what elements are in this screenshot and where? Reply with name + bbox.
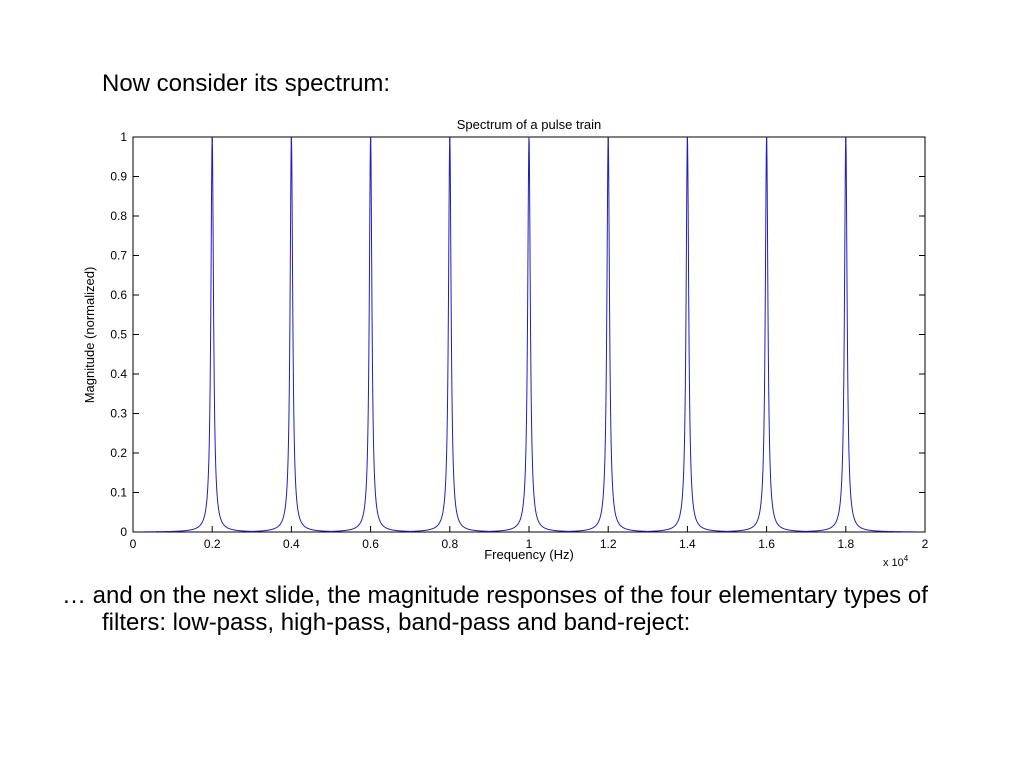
plot-area — [133, 137, 925, 532]
bullet-marker: … — [62, 582, 86, 609]
x-tick-label: 0.4 — [283, 537, 300, 551]
x-tick-label: 1.2 — [599, 537, 617, 551]
y-tick-label: 1 — [120, 130, 127, 144]
y-tick-label: 0.6 — [110, 288, 127, 302]
x-tick-label: 0.2 — [203, 537, 221, 551]
bullet-paragraph — [62, 582, 942, 636]
y-tick-label: 0.4 — [110, 367, 127, 381]
x-multiplier-base: x 10 — [883, 557, 904, 569]
x-multiplier-label — [883, 554, 909, 569]
bullet-text: and on the next slide, the magnitude responses of the four elementary types of filters: low-pass, high-pass, band-pass and band-reject: — [92, 582, 928, 636]
x-tick-label: 0 — [129, 537, 137, 551]
x-tick-label: 1.8 — [837, 537, 855, 551]
y-axis-label: Magnitude (normalized) — [82, 266, 97, 404]
chart-title: Spectrum of a pulse train — [456, 117, 602, 132]
intro-text: Now consider its spectrum: — [102, 70, 391, 97]
y-tick-label: 0 — [120, 525, 127, 539]
x-multiplier-exponent: 4 — [903, 554, 909, 563]
y-tick-label: 0.8 — [110, 209, 127, 223]
x-tick-label: 1.4 — [679, 537, 696, 551]
y-tick-label: 0.5 — [110, 327, 127, 342]
x-tick-label: 1 — [525, 537, 533, 551]
y-tick-label: 0.7 — [110, 248, 127, 263]
x-tick-label: 0.6 — [362, 537, 379, 551]
y-tick-label: 0.2 — [110, 446, 127, 460]
x-tick-label: 1.6 — [758, 537, 775, 551]
y-tick-label: 0.9 — [110, 169, 127, 184]
y-tick-label: 0.1 — [110, 485, 127, 500]
x-axis-label: Frequency (Hz) — [484, 547, 574, 562]
y-tick-label: 0.3 — [110, 406, 127, 421]
x-tick-label: 2 — [921, 537, 929, 551]
x-tick-label: 0.8 — [441, 537, 459, 551]
